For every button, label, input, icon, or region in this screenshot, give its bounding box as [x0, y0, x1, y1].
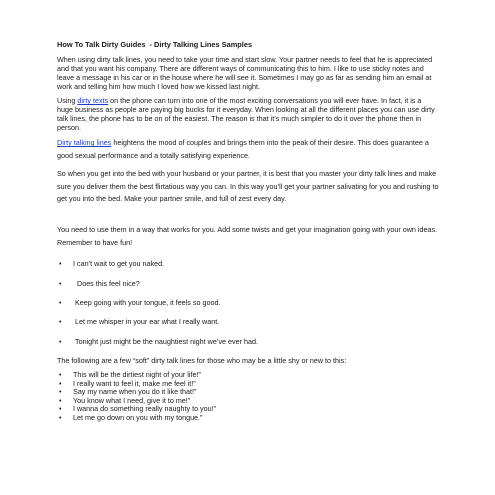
- document-page: [57, 40, 439, 423]
- paragraph-text: heightens the mood of couples and brings them into the peak of their desire. This does guarantee a good sexual performance and a totally satisfying experience.: [57, 138, 429, 160]
- list-item: [57, 317, 439, 326]
- bullet-icon: •: [59, 387, 62, 397]
- soft-lines-list: [57, 371, 439, 423]
- list-item-text: You know what I need, give it to me!”: [73, 395, 191, 405]
- bullet-icon: •: [59, 404, 62, 414]
- bullet-icon: •: [59, 259, 62, 269]
- document-title: How To Talk Dirty Guides - Dirty Talking Lines Samples: [57, 40, 253, 49]
- list-item-text: Say my name when you do it like that!”: [73, 387, 197, 397]
- dirty-texts-link[interactable]: dirty texts: [77, 96, 109, 105]
- dirty-talking-lines-link[interactable]: Dirty talking lines: [57, 138, 112, 147]
- bullet-icon: •: [59, 378, 62, 388]
- bullet-icon: •: [59, 336, 62, 346]
- list-item: [57, 259, 439, 268]
- list-item-text: Let me whisper in your ear what I really want.: [75, 317, 220, 327]
- bullet-icon: •: [59, 395, 62, 405]
- list-item-text: I really want to feel it, make me feel it!”: [73, 378, 196, 388]
- list-item: [57, 279, 439, 288]
- list-item-text: I can’t wait to get you naked.: [73, 259, 165, 269]
- bullet-icon: •: [59, 413, 62, 423]
- bullet-icon: •: [59, 278, 62, 288]
- bullet-icon: •: [59, 370, 62, 380]
- paragraph-text: on the phone can turn into one of the most exciting conversations you will ever have. In fact, it is a huge business as people are paying big bucks for it everyday. When looking at all the different places you can use dirty talk lines, the phone has to be on of the easiest. The reason is that it’s much simpler to do it over the phone then in person.: [57, 96, 435, 132]
- paragraph-prefix: Using: [57, 96, 78, 105]
- dirty-texts-paragraph: [57, 96, 439, 132]
- soft-lines-intro: The following are a few “soft” dirty talk lines for those who may be a little shy or new to this:: [57, 356, 347, 366]
- list-item: [57, 337, 439, 346]
- list-item-text: Keep going with your tongue, it feels so good.: [75, 297, 221, 307]
- bedroom-paragraph: So when you get into the bed with your husband or your partner, it is best that you master your dirty talk lines and make sure you deliver them the best flirtatious way you can. In this way you’ll get your partner salivating for you and rushing to get you into the bed. Make your partner smile, and full of zest every day.: [57, 169, 439, 204]
- list-item-text: I wanna do something really naughty to you!”: [73, 404, 217, 414]
- list-item: [57, 414, 439, 423]
- dirty-talking-lines-paragraph: [57, 137, 439, 162]
- list-item-text: Does this feel nice?: [77, 278, 140, 288]
- list-item-text: This will be the dirtiest night of your life!”: [73, 370, 201, 380]
- bullet-icon: •: [59, 297, 62, 307]
- bullet-icon: •: [59, 317, 62, 327]
- list-item: [57, 298, 439, 307]
- use-them-paragraph: You need to use them in a way that works for you. Add some twists and get your imagination going with your own ideas. Remember to have fun!: [57, 224, 438, 247]
- list-item-text: Tonight just might be the naughtiest night we’ve ever had.: [75, 336, 258, 346]
- intro-paragraph: When using dirty talk lines, you need to take your time and start slow. Your partner needs to feel that he is appreciated and that you want his company. There are different ways of communicating this to him. I like to use sticky notes and leave a message in his car or in the house where he will see it. Sometimes I may go as far as sending him an email at work and telling him how much I loved how we kissed last night.: [57, 55, 433, 91]
- list-item-text: Let me go down on you with my tongue.”: [73, 413, 203, 423]
- sample-lines-list: [57, 259, 439, 346]
